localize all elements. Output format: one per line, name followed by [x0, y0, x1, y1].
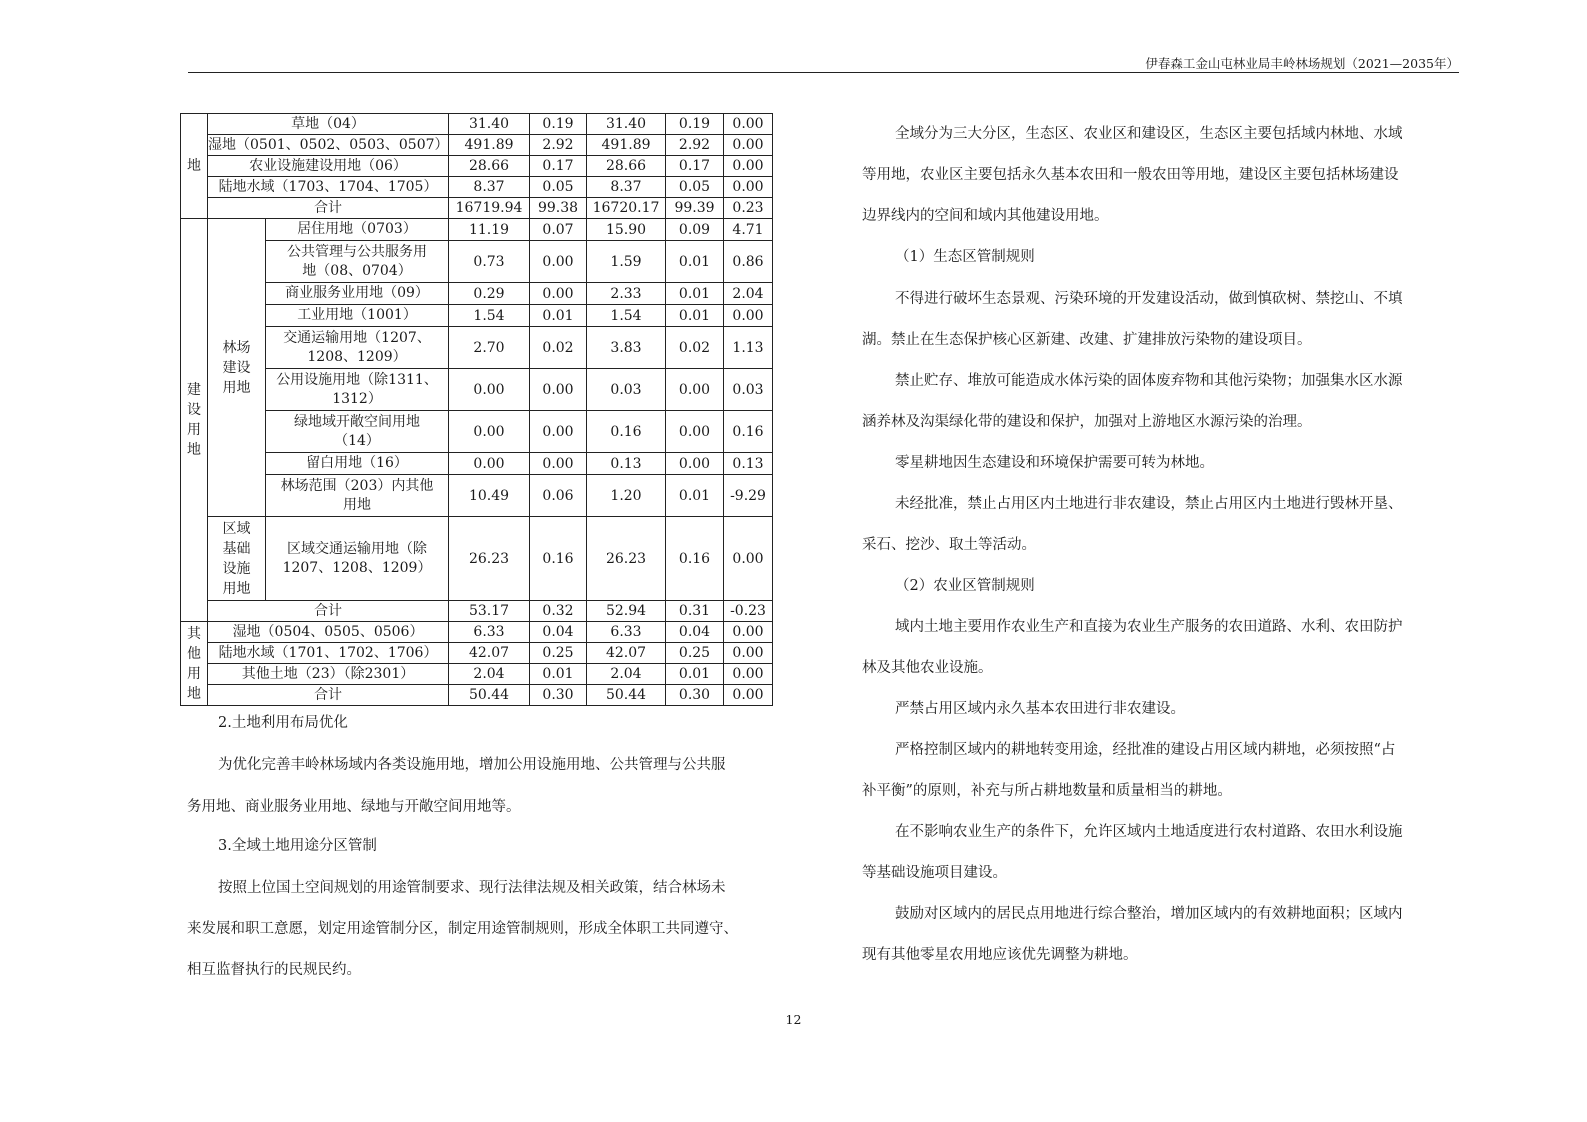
value-cell: 0.00 [449, 369, 530, 411]
paragraph-line: 严格控制区域内的耕地转变用途，经批准的建设占用区域内耕地，必须按照“占 [895, 742, 1396, 758]
row-label: 陆地水域（1703、1704、1705） [208, 177, 449, 198]
page-header-title: 伊春森工金山屯林业局丰岭林场规划（2021—2035年） [1145, 56, 1459, 71]
value-cell: 0.05 [530, 177, 587, 198]
table-row [181, 664, 773, 685]
value-cell: -9.29 [724, 475, 773, 517]
value-cell: 0.00 [724, 156, 773, 177]
paragraph-line: 在不影响农业生产的条件下，允许区域内土地适度进行农村道路、农田水利设施 [895, 824, 1403, 840]
value-cell: 0.01 [666, 241, 724, 283]
value-cell: 0.25 [530, 643, 587, 664]
paragraph-line: 采石、挖沙、取土等活动。 [862, 537, 1036, 553]
value-cell: 0.01 [530, 305, 587, 327]
value-cell: 2.70 [449, 327, 530, 369]
value-cell: 2.04 [449, 664, 530, 685]
value-cell: 0.00 [724, 305, 773, 327]
page-number: 12 [785, 1012, 802, 1027]
value-cell: 0.04 [530, 622, 587, 643]
value-cell: 0.30 [530, 685, 587, 706]
paragraph-line: 为优化完善丰岭林场域内各类设施用地，增加公用设施用地、公共管理与公共服 [218, 757, 726, 773]
table-row [181, 219, 773, 241]
group-label-construction: 建 设 用 地 [181, 219, 208, 622]
subheading-ecological-rules: （1）生态区管制规则 [895, 249, 1035, 265]
paragraph-line: 等基础设施项目建设。 [862, 865, 1007, 881]
row-label [266, 283, 449, 305]
value-cell: 16720.17 [587, 198, 666, 219]
group-label-other: 其 他 用 地 [181, 622, 208, 706]
value-cell: 0.00 [530, 241, 587, 283]
value-cell: -0.23 [724, 601, 773, 622]
table-row [181, 622, 773, 643]
table-row [181, 114, 773, 135]
row-label [266, 305, 449, 327]
group-label-agricultural: 地 [181, 114, 208, 219]
value-cell: 28.66 [587, 156, 666, 177]
row-label: 草地（04） [208, 114, 449, 135]
paragraph-line: 严禁占用区域内永久基本农田进行非农建设。 [895, 701, 1185, 717]
paragraph-line: 相互监督执行的民规民约。 [187, 962, 361, 978]
table-row [181, 411, 773, 453]
value-cell: 0.16 [666, 517, 724, 601]
row-label: 农业设施建设用地（06） [208, 156, 449, 177]
value-cell: 3.83 [587, 327, 666, 369]
table-row [181, 198, 773, 219]
paragraph-line: 涵养林及沟渠绿化带的建设和保护，加强对上游地区水源污染的治理。 [862, 414, 1312, 430]
value-cell: 0.01 [666, 283, 724, 305]
row-label [266, 475, 449, 517]
value-cell: 0.04 [666, 622, 724, 643]
row-total-label: 合计 [208, 601, 449, 622]
value-cell: 0.01 [666, 664, 724, 685]
table-row [181, 643, 773, 664]
value-cell: 4.71 [724, 219, 773, 241]
cell-text: 工业用地（1001） [297, 307, 417, 323]
value-cell: 31.40 [449, 114, 530, 135]
value-cell: 0.00 [724, 177, 773, 198]
table-row [181, 517, 773, 601]
row-label [266, 241, 449, 283]
paragraph-line: 按照上位国土空间规划的用途管制要求、现行法律法规及相关政策，结合林场未 [218, 880, 726, 896]
paragraph-line: 未经批准，禁止占用区内土地进行非农建设，禁止占用区内土地进行毁林开垦、 [895, 496, 1403, 512]
paragraph-line: 来发展和职工意愿，划定用途管制分区，制定用途管制规则，形成全体职工共同遵守、 [187, 921, 738, 937]
value-cell: 2.33 [587, 283, 666, 305]
value-cell: 0.19 [666, 114, 724, 135]
row-label: 湿地（0501、0502、0503、0507） [208, 135, 449, 156]
value-cell: 0.01 [666, 475, 724, 517]
cell-text: 商业服务业用地（09） [285, 285, 429, 301]
value-cell: 42.07 [449, 643, 530, 664]
value-cell: 0.00 [666, 453, 724, 475]
value-cell: 0.73 [449, 241, 530, 283]
cell-text: 居住用地（0703） [297, 221, 417, 237]
value-cell: 0.00 [724, 664, 773, 685]
table-row [181, 475, 773, 517]
value-cell: 0.00 [530, 283, 587, 305]
section-heading-zoning: 3.全域土地用途分区管制 [218, 838, 377, 854]
value-cell: 491.89 [449, 135, 530, 156]
value-cell: 0.00 [724, 135, 773, 156]
value-cell: 8.37 [449, 177, 530, 198]
value-cell: 1.54 [449, 305, 530, 327]
value-cell: 0.16 [587, 411, 666, 453]
value-cell: 0.19 [530, 114, 587, 135]
section-heading-layout: 2.土地利用布局优化 [218, 715, 348, 731]
value-cell: 16719.94 [449, 198, 530, 219]
row-label: 陆地水域（1701、1702、1706） [208, 643, 449, 664]
row-total-label: 合计 [208, 685, 449, 706]
table-row [181, 305, 773, 327]
value-cell: 99.38 [530, 198, 587, 219]
table-row [181, 241, 773, 283]
value-cell: 0.03 [587, 369, 666, 411]
value-cell: 0.00 [530, 453, 587, 475]
paragraph-line: 林及其他农业设施。 [862, 660, 993, 676]
paragraph-line: 域内土地主要用作农业生产和直接为农业生产服务的农田道路、水利、农田防护 [895, 619, 1403, 635]
value-cell: 491.89 [587, 135, 666, 156]
row-label [266, 369, 449, 411]
row-label: 其他土地（23）（除2301） [208, 664, 449, 685]
table-row [181, 283, 773, 305]
cell-text: 公共管理与公共服务用 地（08、0704） [287, 243, 427, 279]
value-cell: 31.40 [587, 114, 666, 135]
value-cell: 6.33 [449, 622, 530, 643]
row-label [266, 219, 449, 241]
value-cell: 0.23 [724, 198, 773, 219]
value-cell: 2.92 [666, 135, 724, 156]
value-cell: 1.20 [587, 475, 666, 517]
paragraph-line: 等用地，农业区主要包括永久基本农田和一般农田等用地，建设区主要包括林场建设 [862, 167, 1399, 183]
row-total-label: 合计 [208, 198, 449, 219]
cell-text: 区域交通运输用地（除 1207、1208、1209） [282, 540, 432, 576]
value-cell: 0.00 [449, 411, 530, 453]
paragraph-line: 边界线内的空间和域内其他建设用地。 [862, 208, 1109, 224]
table-row [181, 369, 773, 411]
value-cell: 0.25 [666, 643, 724, 664]
subheading-agricultural-rules: （2）农业区管制规则 [895, 578, 1035, 594]
value-cell: 0.02 [666, 327, 724, 369]
value-cell: 28.66 [449, 156, 530, 177]
value-cell: 0.16 [530, 517, 587, 601]
value-cell: 0.01 [666, 305, 724, 327]
value-cell: 0.30 [666, 685, 724, 706]
paragraph-line: 湖。禁止在生态保护核心区新建、改建、扩建排放污染物的建设项目。 [862, 332, 1312, 348]
value-cell: 0.00 [724, 685, 773, 706]
paragraph-line: 务用地、商业服务业用地、绿地与开敞空间用地等。 [187, 799, 521, 815]
value-cell: 0.00 [530, 369, 587, 411]
value-cell: 0.32 [530, 601, 587, 622]
row-label [266, 453, 449, 475]
table-row [181, 601, 773, 622]
value-cell: 50.44 [449, 685, 530, 706]
value-cell: 2.04 [724, 283, 773, 305]
value-cell: 0.01 [530, 664, 587, 685]
value-cell: 1.13 [724, 327, 773, 369]
value-cell: 6.33 [587, 622, 666, 643]
value-cell: 0.13 [724, 453, 773, 475]
cell-text: 交通运输用地（1207、 1208、1209） [283, 329, 431, 365]
value-cell: 52.94 [587, 601, 666, 622]
cell-text: 绿地域开敞空间用地 （14） [294, 413, 420, 449]
value-cell: 53.17 [449, 601, 530, 622]
value-cell: 11.19 [449, 219, 530, 241]
value-cell: 0.00 [666, 411, 724, 453]
table-row [181, 156, 773, 177]
cell-text: 留白用地（16） [306, 455, 408, 471]
paragraph-line: 全域分为三大分区，生态区、农业区和建设区，生态区主要包括域内林地、水域 [895, 126, 1403, 142]
paragraph-line: 现有其他零星农用地应该优先调整为耕地。 [862, 947, 1138, 963]
value-cell: 2.92 [530, 135, 587, 156]
row-label [266, 411, 449, 453]
value-cell: 99.39 [666, 198, 724, 219]
value-cell: 0.05 [666, 177, 724, 198]
value-cell: 0.07 [530, 219, 587, 241]
header-rule [188, 72, 1459, 73]
value-cell: 0.00 [724, 622, 773, 643]
value-cell: 15.90 [587, 219, 666, 241]
value-cell: 26.23 [449, 517, 530, 601]
value-cell: 1.59 [587, 241, 666, 283]
table-row [181, 135, 773, 156]
value-cell: 0.00 [449, 453, 530, 475]
value-cell: 0.00 [724, 517, 773, 601]
value-cell: 10.49 [449, 475, 530, 517]
value-cell: 0.31 [666, 601, 724, 622]
value-cell: 0.29 [449, 283, 530, 305]
paragraph-line: 补平衡”的原则，补充与所占耕地数量和质量相当的耕地。 [862, 783, 1232, 799]
paragraph-line: 零星耕地因生态建设和环境保护需要可转为林地。 [895, 455, 1214, 471]
value-cell: 0.02 [530, 327, 587, 369]
table-row [181, 327, 773, 369]
table-row [181, 453, 773, 475]
value-cell: 0.03 [724, 369, 773, 411]
value-cell: 0.06 [530, 475, 587, 517]
paragraph-line: 鼓励对区域内的居民点用地进行综合整治，增加区域内的有效耕地面积；区域内 [895, 906, 1403, 922]
value-cell: 0.86 [724, 241, 773, 283]
value-cell: 26.23 [587, 517, 666, 601]
value-cell: 0.13 [587, 453, 666, 475]
value-cell: 8.37 [587, 177, 666, 198]
row-label: 湿地（0504、0505、0506） [208, 622, 449, 643]
value-cell: 0.00 [666, 369, 724, 411]
value-cell: 50.44 [587, 685, 666, 706]
paragraph-line: 不得进行破坏生态景观、污染环境的开发建设活动，做到慎砍树、禁挖山、不填 [895, 291, 1403, 307]
value-cell: 2.04 [587, 664, 666, 685]
value-cell: 42.07 [587, 643, 666, 664]
land-use-table [180, 113, 773, 706]
paragraph-line: 禁止贮存、堆放可能造成水体污染的固体废弃物和其他污染物；加强集水区水源 [895, 373, 1403, 389]
value-cell: 0.00 [530, 411, 587, 453]
row-label [266, 327, 449, 369]
value-cell: 0.17 [530, 156, 587, 177]
value-cell: 0.17 [666, 156, 724, 177]
table-row [181, 177, 773, 198]
table-row [181, 685, 773, 706]
value-cell: 1.54 [587, 305, 666, 327]
value-cell: 0.00 [724, 114, 773, 135]
value-cell: 0.09 [666, 219, 724, 241]
cell-text: 公用设施用地（除1311、 1312） [276, 371, 438, 407]
cell-text: 林场范围（203）内其他 用地 [280, 477, 434, 513]
value-cell: 0.00 [724, 643, 773, 664]
row-label [266, 517, 449, 601]
subgroup-label-regional: 区域 基础 设施 用地 [208, 517, 266, 601]
value-cell: 0.16 [724, 411, 773, 453]
subgroup-label-forest-farm: 林场 建设 用地 [208, 219, 266, 517]
